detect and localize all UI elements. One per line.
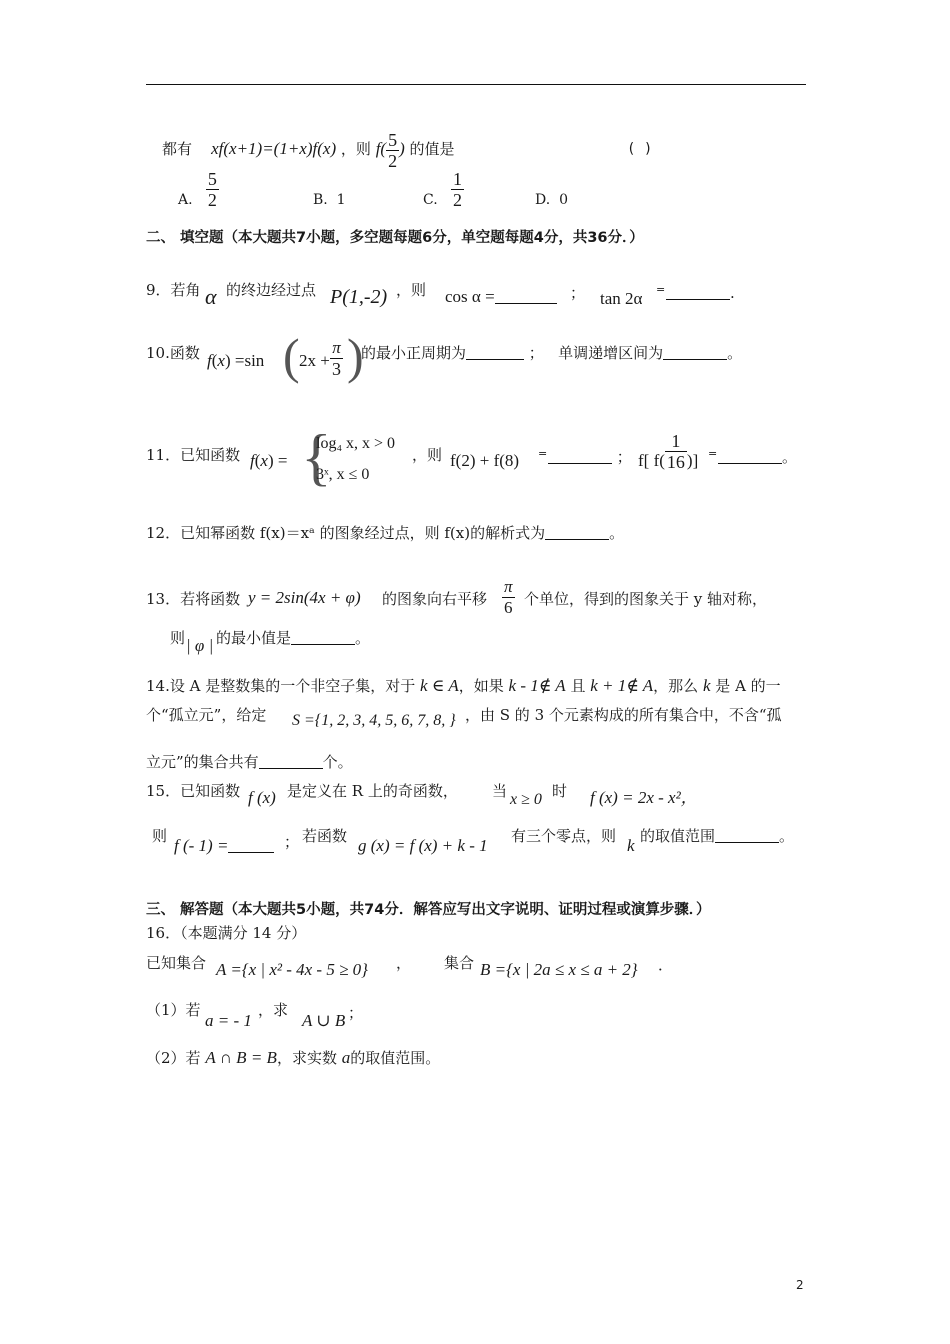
q13-lead: 13．若将函数 [146, 590, 241, 608]
q16-p1-lead: （1）若 [146, 1001, 201, 1019]
q11-eq: = [538, 447, 548, 460]
q16-p1-end: ； [348, 1004, 364, 1022]
q11-expr2: f[ f( $\frac{1}{16}$ )] [638, 430, 699, 472]
q14-line2a: 个“孤立元”，给定 [146, 706, 267, 724]
q9-text2: ，则 [396, 281, 427, 299]
q9-point: P(1,-2) [330, 286, 388, 308]
q15-def: f (x) = 2x - x²， [590, 788, 698, 807]
q10-text1: 的最小正周期为 ； 单调递增区间为 。 [361, 344, 743, 362]
q15-t2: 当 [492, 782, 508, 800]
q9-eq: = [656, 283, 666, 296]
q11-func: f(x) = [250, 451, 288, 470]
page-number: 2 [796, 1278, 804, 1292]
q12-line: 12．已知幂函数 f(x)＝xᵃ 的图象经过点，则 f(x)的解析式为 。 [146, 524, 625, 542]
q13-line2a: 则 [170, 629, 186, 647]
q9-blank2: . [666, 283, 735, 303]
section2-heading: 二、 填空题（本大题共7小题，多空题每题6分，单空题每题4分，共36分．） [146, 230, 644, 246]
q10-func: f(x) =sin [207, 351, 265, 370]
q9-text1: 的终边经过点 [226, 281, 317, 299]
q15-fx: f (x) [248, 788, 276, 807]
q15-t6: 有三个零点，则 [511, 827, 617, 845]
option-b[interactable]: B. 1 [313, 192, 346, 208]
q11-lead: 11．已知函数 [146, 446, 241, 464]
q13-pi-frac: $\frac{\pi}{6}$ [504, 577, 513, 617]
q15-fneg1: f (- 1) = [174, 836, 274, 856]
q11-case2: 3ˣ, x ≤ 0 [316, 466, 370, 483]
q11-case1: log₄ x, x > 0 [316, 435, 396, 452]
q15-lead: 15．已知函数 [146, 782, 241, 800]
q16-t3: ． [658, 956, 674, 974]
q14-line3: 立元”的集合共有 个。 [146, 753, 353, 771]
q16-p2: （2）若 A ∩ B = B，求实数 a的取值范围。 [146, 1048, 441, 1067]
q16-header: 16．（本题满分 14 分） [146, 924, 307, 942]
q9-sep: ； [570, 284, 586, 302]
q13-text2: 个单位，得到的图象关于 y 轴对称， [524, 590, 768, 608]
q11-eq2: = [708, 447, 718, 460]
q15-cond: x ≥ 0 [510, 791, 542, 808]
q14-line1: 14.设 A 是整数集的一个非空子集，对于 k ∈ A，如果 k - 1∉ A 且 k + 1∉ A，那么 k 是 A 的一 [146, 676, 781, 695]
q16-p1-t: ，求 [258, 1001, 289, 1019]
q16-lead: 已知集合 [146, 954, 207, 972]
option-d[interactable]: D. 0 [535, 192, 569, 208]
q11-text1: ，则 [412, 446, 443, 464]
q9-tan: tan 2α [600, 289, 643, 308]
q16-p1-cond: a = - 1 [205, 1011, 252, 1030]
q11-blank1: ； [548, 447, 632, 467]
header-rule [146, 84, 806, 85]
answer-paren: ( ) [627, 141, 653, 157]
q11-brace: { [301, 421, 332, 492]
q13-line2b: 的最小值是 。 [216, 629, 371, 647]
q9-line1: 9．若角 [146, 281, 201, 299]
q9-alpha: α [205, 284, 217, 309]
q15-line2a: 则 [152, 827, 168, 845]
q15-gx: g (x) = f (x) + k - 1 [358, 836, 488, 855]
q15-t7: 的取值范围 。 [640, 827, 795, 845]
q9-cos: cos α = [445, 287, 557, 307]
q13-abs: | φ | [186, 636, 214, 655]
q10-arg: 2x + [299, 351, 330, 370]
q11-expr1: f(2) + f(8) [450, 451, 520, 470]
q15-sep: ； [284, 833, 300, 851]
q10-pi-frac: $\frac{\pi}{3}$ [332, 338, 341, 379]
option-c[interactable]: C. $\frac{1}{2}$ [423, 168, 463, 210]
q15-t3: 时 [552, 782, 568, 800]
q16-p1-expr: A ∪ B [302, 1011, 346, 1030]
q10-paren-right: ) [347, 328, 364, 384]
q14-set: S ={1, 2, 3, 4, 5, 6, 7, 8, } [292, 712, 456, 729]
q8-stem: 都有 xf(x+1)=(1+x)f(x) ，则 f( $\frac{5}{2}$ ) 的值是 [162, 129, 455, 171]
q10-paren-left: ( [283, 328, 300, 384]
q16-t2: 集合 [444, 954, 475, 972]
option-a[interactable]: A. $\frac{5}{2}$ [178, 168, 217, 210]
q10-lead: 10.函数 [146, 344, 200, 362]
q15-t5: 若函数 [302, 827, 348, 845]
q15-k: k [627, 836, 635, 855]
q11-blank2: 。 [718, 447, 797, 467]
q14-line2b: ，由 S 的 3 个元素构成的所有集合中，不含“孤 [465, 706, 782, 724]
q16-setB: B ={x | 2a ≤ x ≤ a + 2} [480, 960, 638, 979]
section3-heading: 三、 解答题（本大题共5小题，共74分．解答应写出文字说明、证明过程或演算步骤．） [146, 902, 711, 918]
q15-t1: 是定义在 R 上的奇函数， [287, 782, 458, 800]
q13-func: y = 2sin(4x + φ) [248, 588, 361, 607]
q16-t1: ， [396, 954, 412, 972]
q16-setA: A ={x | x² - 4x - 5 ≥ 0} [216, 960, 368, 979]
q13-text1: 的图象向右平移 [382, 590, 488, 608]
